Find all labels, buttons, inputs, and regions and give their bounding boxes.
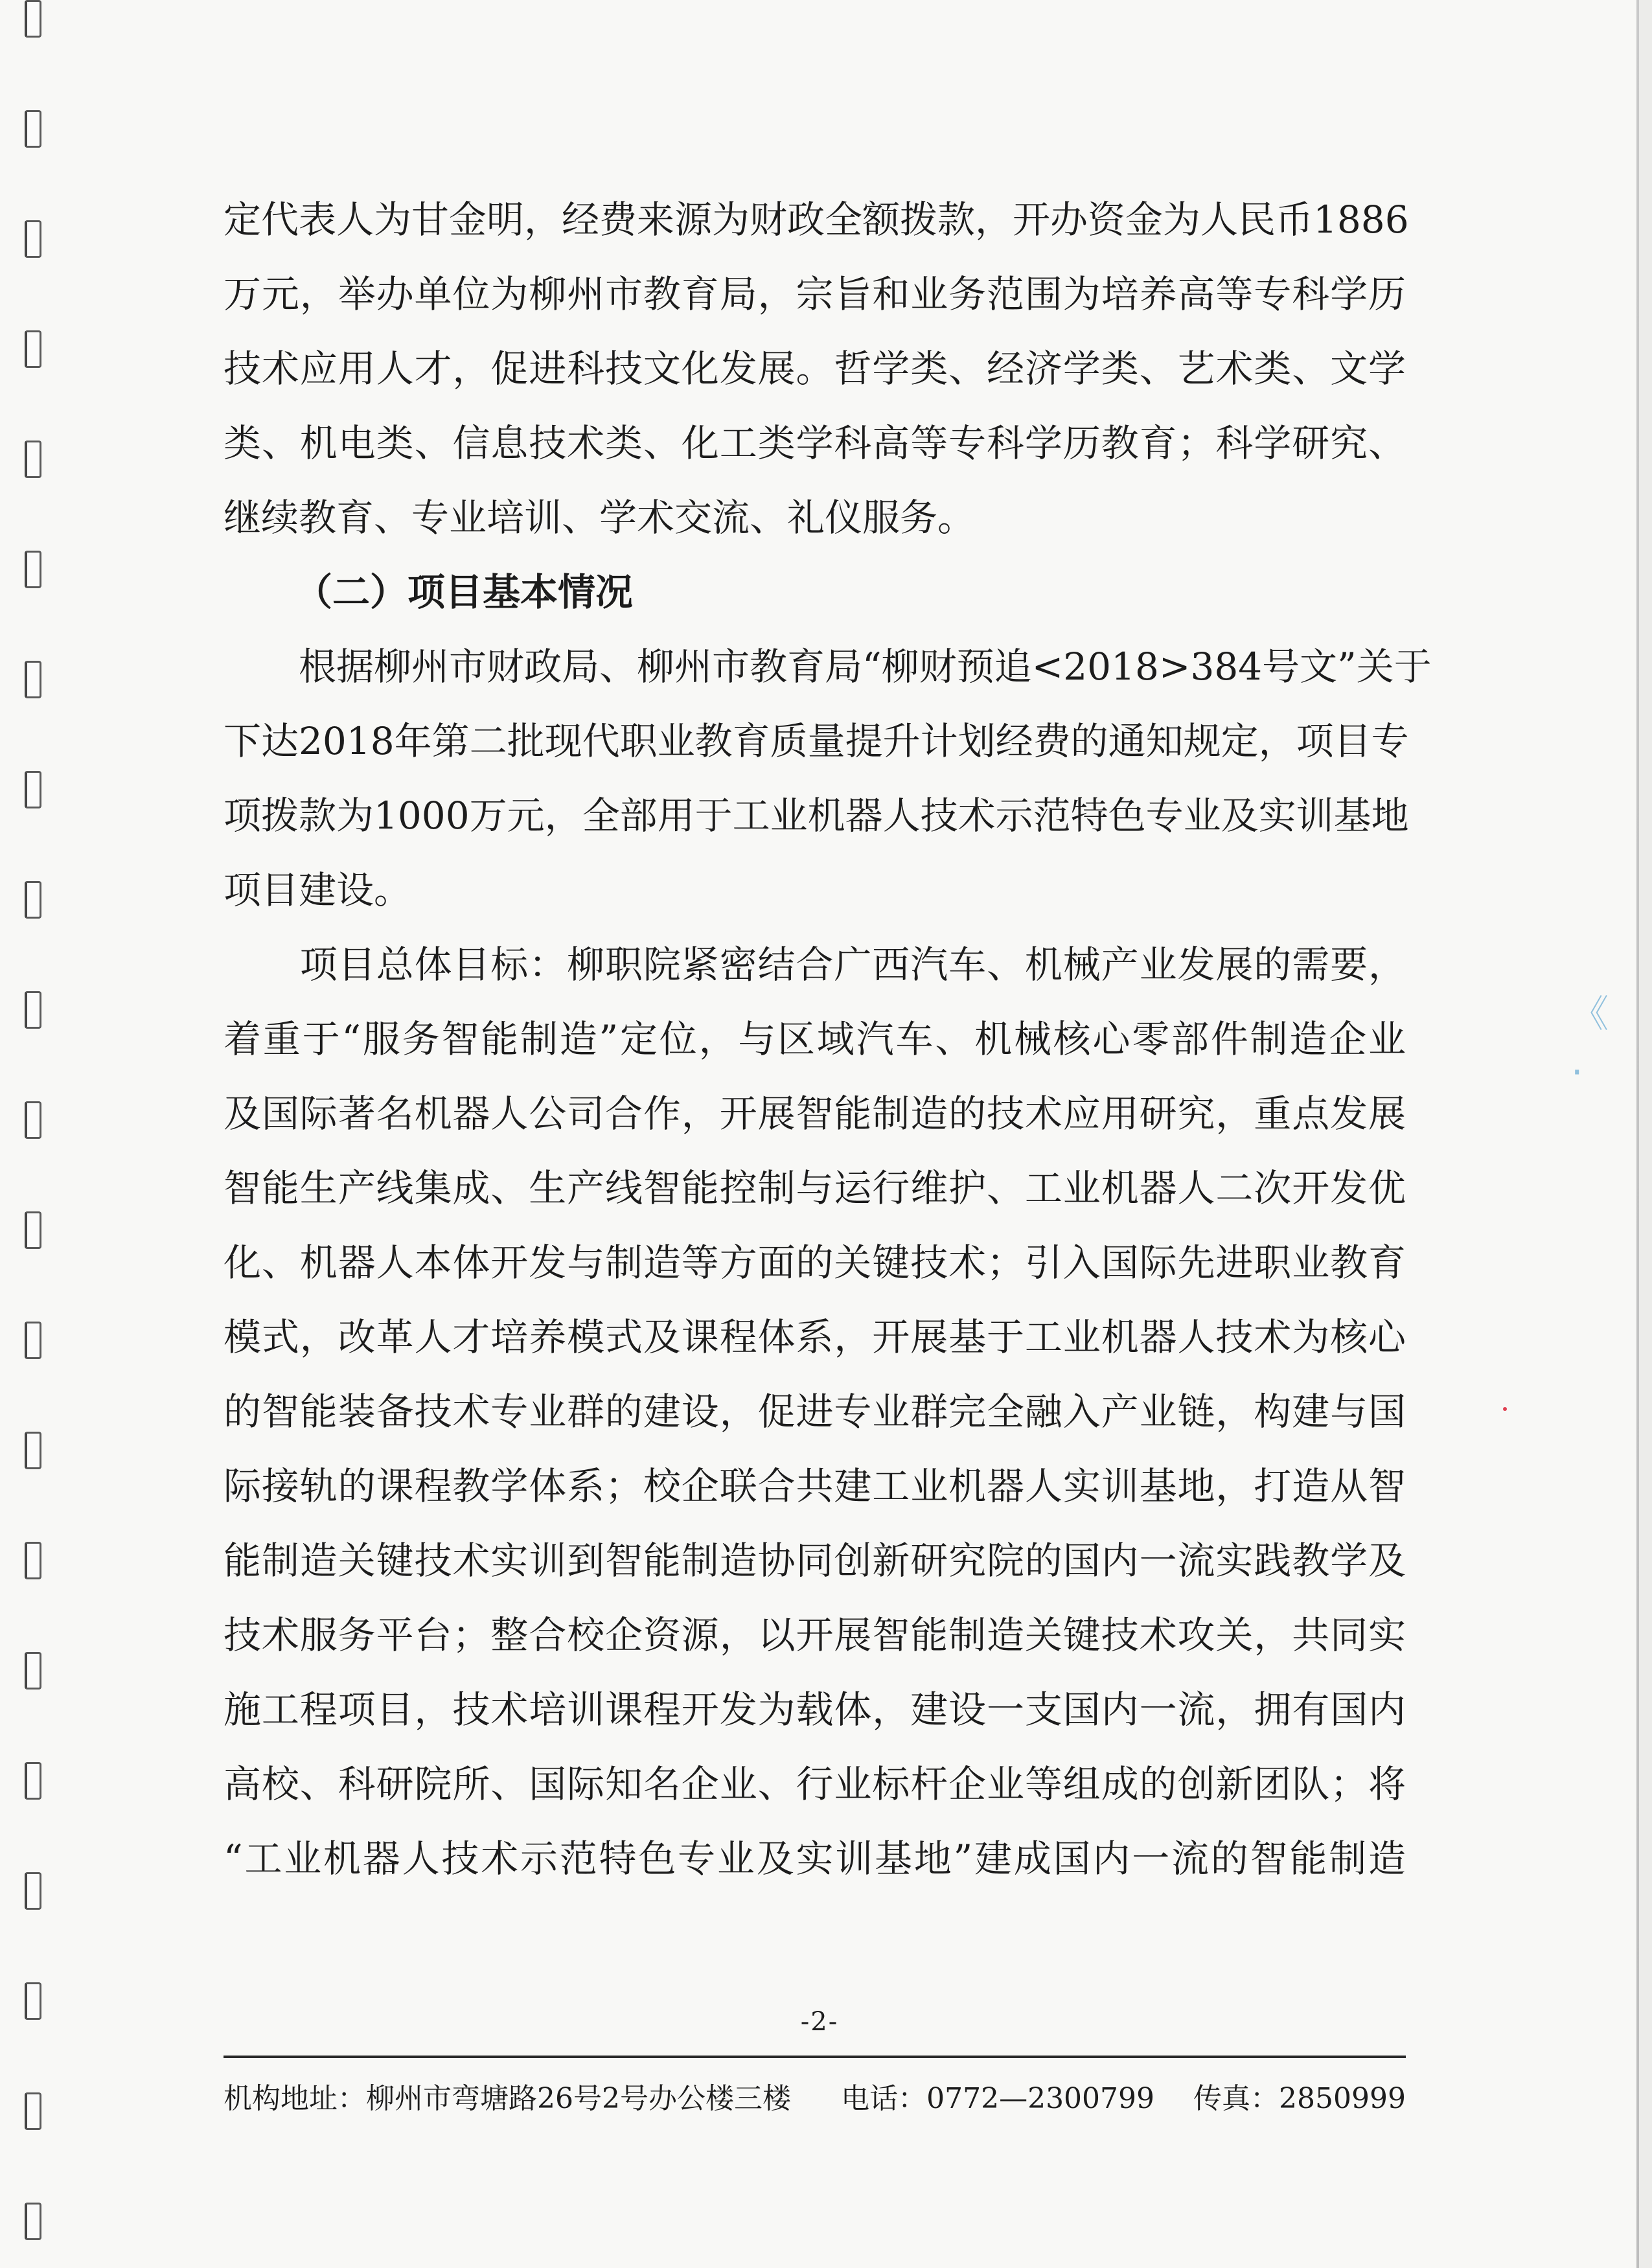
text-line: 智能生产线集成、生产线智能控制与运行维护、工业机器人二次开发优 (224, 1166, 1406, 1210)
binding-hole (25, 1432, 41, 1469)
binding-hole (25, 1652, 41, 1690)
section-heading: （二）项目基本情况 (295, 570, 634, 614)
text-line: 项目建设。 (224, 868, 412, 912)
binding-hole (25, 661, 41, 698)
text-line: 类、机电类、信息技术类、化工类学科高等专科学历教育；科学研究、 (224, 421, 1406, 465)
text-line: 及国际著名机器人公司合作，开展智能制造的技术应用研究，重点发展 (224, 1092, 1406, 1136)
binding-hole (25, 1982, 41, 2020)
text-line: “工业机器人技术示范特色专业及实训基地”建成国内一流的智能制造 (224, 1837, 1406, 1881)
binding-hole (25, 2092, 41, 2130)
binding-hole (25, 441, 41, 478)
binding-hole (25, 1211, 41, 1249)
binding-hole (25, 991, 41, 1029)
text-line: 下达2018年第二批现代职业教育质量提升计划经费的通知规定，项目专 (224, 719, 1409, 763)
text-line: 的智能装备技术专业群的建设，促进专业群完全融入产业链，构建与国 (224, 1390, 1406, 1434)
text-line: 项拨款为1000万元，全部用于工业机器人技术示范特色专业及实训基地 (224, 794, 1409, 838)
text-line: 化、机器人本体开发与制造等方面的关键技术；引入国际先进职业教育 (224, 1241, 1406, 1285)
binding-hole (25, 1322, 41, 1359)
binding-hole (25, 2203, 41, 2240)
text-line: 际接轨的课程教学体系；校企联合共建工业机器人实训基地，打造从智 (224, 1464, 1406, 1508)
scan-right-margin (1639, 0, 1652, 2268)
footer-fax: 传真：2850999 (1193, 2082, 1406, 2115)
binding-hole (25, 1542, 41, 1579)
text-line: 技术服务平台；整合校企资源，以开展智能制造关键技术攻关，共同实 (224, 1613, 1406, 1657)
footer-phone: 电话：0772—2300799 (841, 2082, 1155, 2115)
binding-hole (25, 1762, 41, 1800)
text-line: 施工程项目，技术培训课程开发为载体，建设一支国内一流，拥有国内 (224, 1688, 1406, 1732)
binding-hole (25, 1872, 41, 1910)
stray-blue-mark: 《 · (1571, 992, 1609, 1094)
paper-edge (1636, 0, 1639, 2268)
footer-address: 机构地址：柳州市弯塘路26号2号办公楼三楼 (224, 2082, 791, 2115)
text-line: 根据柳州市财政局、柳州市教育局“柳财预追<2018>384号文”关于 (224, 645, 1432, 689)
text-line: 技术应用人才，促进科技文化发展。哲学类、经济学类、艺术类、文学 (224, 347, 1406, 391)
footer-divider (224, 2056, 1406, 2058)
page-number: -2- (800, 2007, 839, 2037)
binding-hole (25, 551, 41, 588)
text-line: 项目总体目标：柳职院紧密结合广西汽车、机械产业发展的需要， (224, 943, 1406, 987)
text-line: 模式，改革人才培养模式及课程体系，开展基于工业机器人技术为核心 (224, 1315, 1406, 1359)
binding-holes (25, 0, 57, 2268)
body-text (224, 183, 1432, 1896)
binding-hole (25, 110, 41, 148)
red-dot-mark (1503, 1407, 1507, 1411)
footer (224, 2076, 1406, 2122)
binding-hole (25, 220, 41, 258)
text-line: 能制造关键技术实训到智能制造协同创新研究院的国内一流实践教学及 (224, 1539, 1406, 1583)
binding-hole (25, 0, 41, 38)
text-line: 着重于“服务智能制造”定位，与区域汽车、机械核心零部件制造企业 (224, 1017, 1406, 1061)
text-line: 继续教育、专业培训、学术交流、礼仪服务。 (224, 496, 976, 540)
text-line: 高校、科研院所、国际知名企业、行业标杆企业等组成的创新团队；将 (224, 1762, 1406, 1806)
text-line: 定代表人为甘金明，经费来源为财政全额拨款，开办资金为人民币1886 (224, 198, 1409, 242)
binding-hole (25, 771, 41, 808)
text-line: 万元，举办单位为柳州市教育局，宗旨和业务范围为培养高等专科学历 (224, 272, 1406, 316)
binding-hole (25, 881, 41, 919)
binding-hole (25, 330, 41, 368)
binding-hole (25, 1101, 41, 1139)
